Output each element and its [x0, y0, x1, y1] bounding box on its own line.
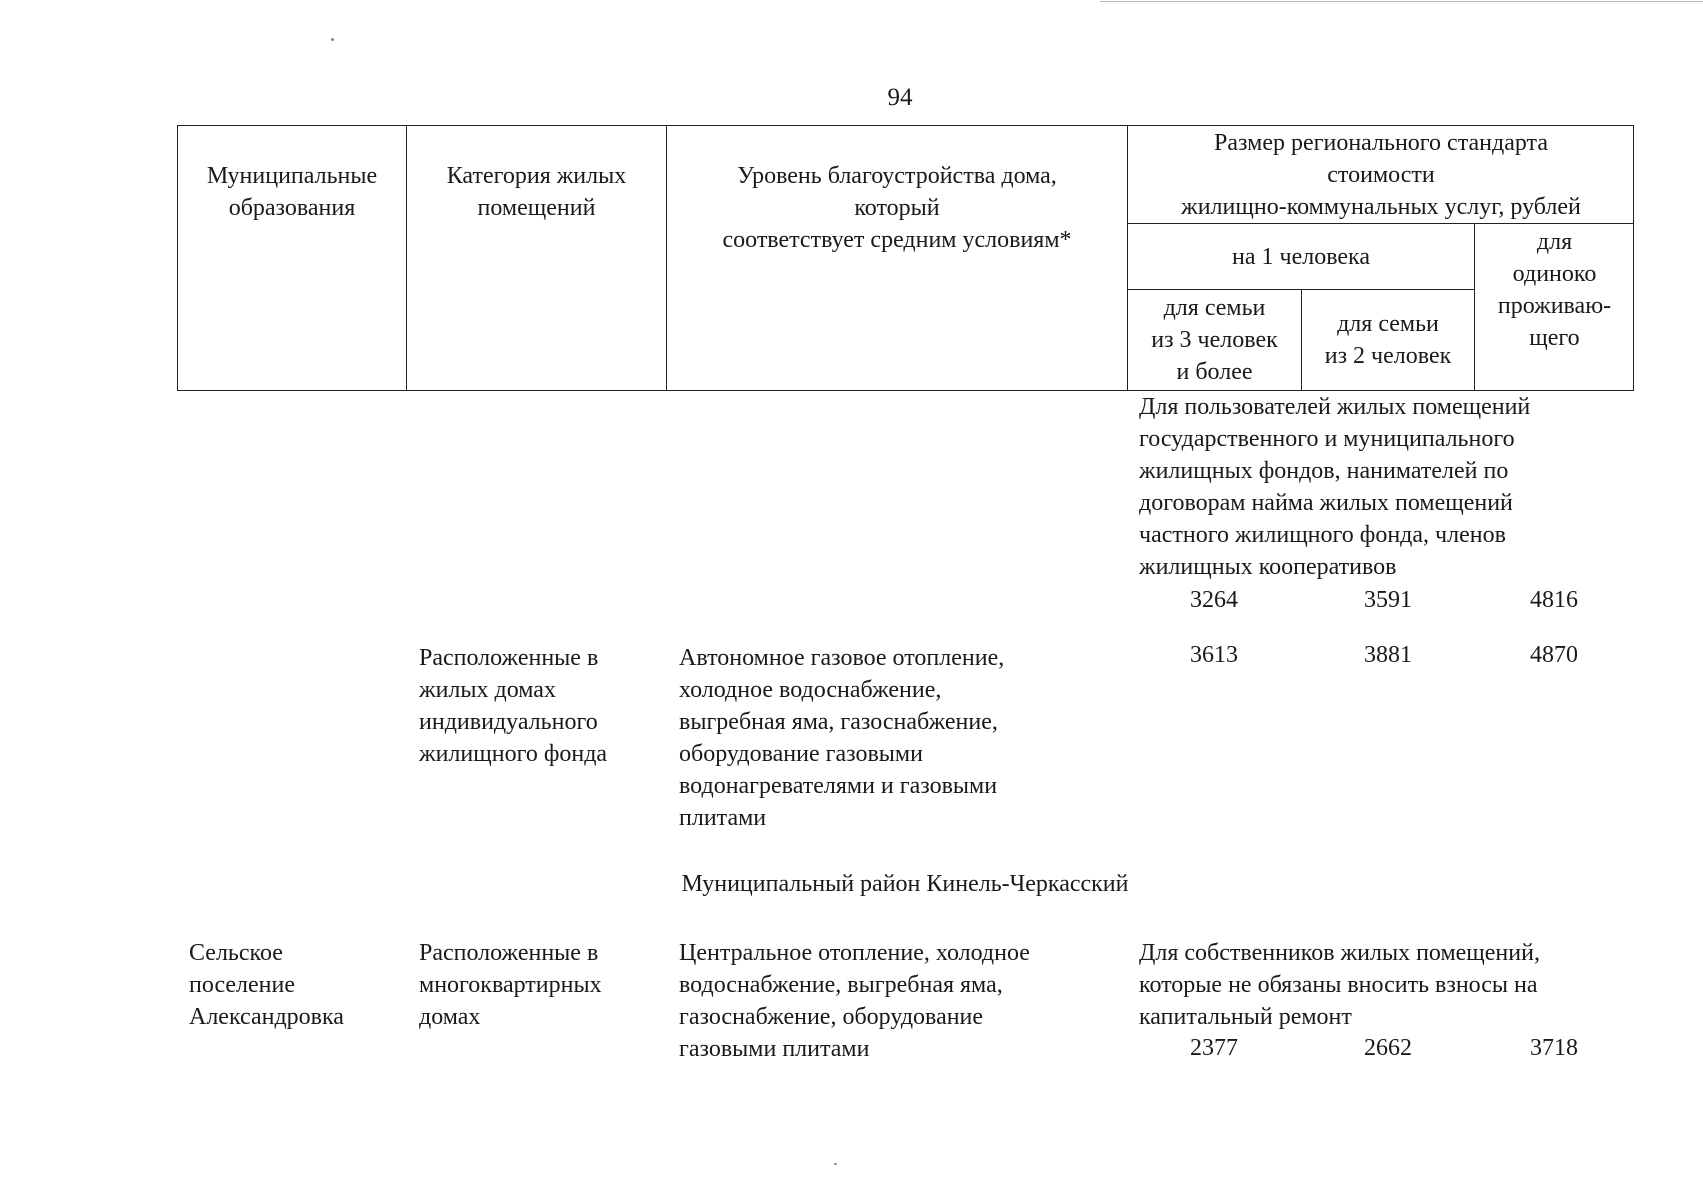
cell-line: Сельское: [189, 940, 283, 966]
note-line: жилищных кооперативов: [1139, 554, 1397, 580]
header-standard-size: [1128, 127, 1634, 223]
header-text: соответствует средним условиям*: [722, 227, 1072, 253]
cell-line: выгребная яма, газоснабжение,: [679, 709, 998, 735]
header-text: Уровень благоустройства дома,: [737, 163, 1057, 189]
header-text: стоимости: [1327, 162, 1435, 188]
note-line: капитальный ремонт: [1139, 1004, 1352, 1030]
row-individual-level: [679, 642, 1004, 834]
note-line: жилищных фондов, нанимателей по: [1139, 458, 1509, 484]
header-text: жилищно-коммунальных услуг, рублей: [1181, 194, 1581, 220]
header-text: из 3 человек: [1151, 327, 1278, 353]
value-family3: 3264: [1190, 587, 1238, 613]
cell-line: Александровка: [189, 1004, 344, 1030]
owners-note: [1139, 937, 1540, 1033]
row-aleksandrovka-municipal: [189, 937, 344, 1033]
row-aleksandrovka-level: [679, 937, 1030, 1065]
note-line: частного жилищного фонда, членов: [1139, 522, 1506, 548]
cell-line: индивидуального: [419, 709, 598, 735]
value-family2: 3881: [1364, 642, 1412, 668]
header-text: щего: [1529, 325, 1580, 351]
users-note: [1139, 391, 1530, 583]
cell-line: холодное водоснабжение,: [679, 677, 942, 703]
cell-line: домах: [419, 1004, 481, 1030]
note-line: договорам найма жилых помещений: [1139, 490, 1513, 516]
header-text: Муниципальные: [206, 163, 378, 189]
value-single: 4870: [1530, 642, 1578, 668]
header-municipal: [178, 160, 406, 224]
cell-line: газоснабжение, оборудование: [679, 1004, 984, 1030]
header-text: образования: [228, 195, 356, 221]
district-title: Муниципальный район Кинель-Черкасский: [681, 871, 1129, 897]
header-text: проживаю-: [1497, 293, 1612, 319]
header-single: [1475, 226, 1634, 354]
cell-line: Расположенные в: [419, 645, 599, 671]
header-text: из 2 человек: [1324, 343, 1452, 369]
cell-line: жилищного фонда: [419, 741, 608, 767]
page-number: 94: [887, 84, 913, 111]
value-family3: 2377: [1190, 1035, 1238, 1061]
header-text: помещений: [477, 195, 596, 221]
cell-line: водоснабжение, выгребная яма,: [679, 972, 1003, 998]
cell-line: Автономное газовое отопление,: [679, 645, 1005, 671]
cell-line: многоквартирных: [419, 972, 602, 998]
value-family2: 2662: [1364, 1035, 1412, 1061]
cell-line: Расположенные в: [419, 940, 599, 966]
header-text: для семьи: [1337, 311, 1439, 337]
header-text: для: [1536, 229, 1573, 255]
value-family3: 3613: [1190, 642, 1238, 668]
header-category: [407, 160, 666, 224]
header-text: и более: [1176, 359, 1253, 385]
header-text: для семьи: [1163, 295, 1266, 321]
header-divider: [1127, 223, 1633, 224]
cell-line: жилых домах: [419, 677, 556, 703]
cell-line: газовыми плитами: [679, 1036, 870, 1062]
cell-line: водонагревателями и газовыми: [679, 773, 998, 799]
header-text: Размер регионального стандарта: [1214, 130, 1548, 156]
header-text: Категория жилых: [446, 163, 627, 189]
row-individual-category: [419, 642, 607, 770]
scan-edge-line: [1100, 1, 1703, 2]
scan-speck: [331, 38, 334, 41]
header-per-person: на 1 человека: [1232, 244, 1370, 270]
note-line: Для пользователей жилых помещений: [1139, 394, 1531, 420]
scan-speck: [834, 1163, 837, 1165]
note-line: государственного и муниципального: [1139, 426, 1515, 452]
value-single: 4816: [1530, 587, 1578, 613]
header-family2: [1302, 308, 1474, 372]
cell-line: оборудование газовыми: [679, 741, 923, 767]
header-text: одиноко: [1512, 261, 1597, 287]
cell-line: Центральное отопление, холодное: [679, 940, 1030, 966]
header-text: который: [854, 195, 940, 221]
header-level: [667, 160, 1127, 256]
row-aleksandrovka-category: [419, 937, 602, 1033]
header-family3: [1128, 292, 1301, 388]
note-line: Для собственников жилых помещений,: [1139, 940, 1540, 966]
value-single: 3718: [1530, 1035, 1578, 1061]
note-line: которые не обязаны вносить взносы на: [1139, 972, 1538, 998]
cell-line: плитами: [679, 805, 767, 831]
cell-line: поселение: [189, 972, 296, 998]
value-family2: 3591: [1364, 587, 1412, 613]
